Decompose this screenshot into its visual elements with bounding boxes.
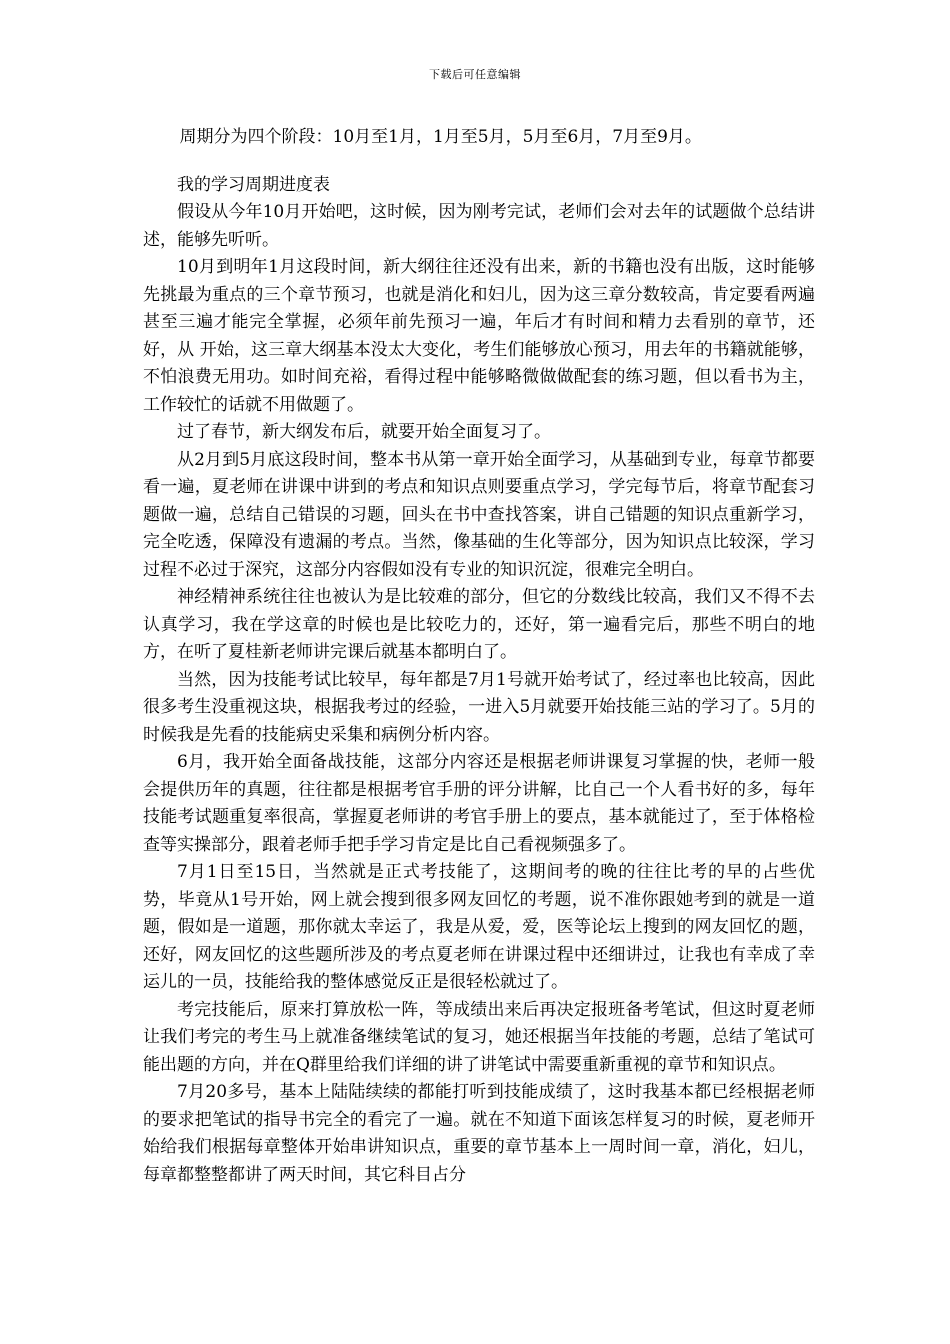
document-body [143, 124, 815, 1189]
paragraph-skills-exam: 当然，因为技能考试比较早，每年都是7月1号就开始考试了，经过率也比较高，因此很多考生没重视这块，根据我考过的经验，一进入5月就要开始技能三站的学习了。5月的时候我是先看的技能病史采集和病例分析内容。 [143, 669, 815, 745]
paragraph-october-start: 假设从今年10月开始吧，这时候，因为刚考完试，老师们会对去年的试题做个总结讲述，能够先听听。 [143, 202, 815, 250]
paragraph-july-exam: 7月1日至15日，当然就是正式考技能了，这期间考的晚的往往比考的早的占些优势，毕竟从1号开始，网上就会搜到很多网友回忆的考题，说不准你跟她考到的就是一道题，假如是一道题，那你就太幸运了，我是从爱，爱，医等论坛上搜到的网友回忆的题，还好，网友回忆的这些题所涉及的考点夏老师在讲课过程中还细讲过，让我也有幸成了幸运儿的一员，技能给我的整体感觉反正是很轻松就过了。 [143, 862, 815, 992]
paragraph-schedule-title: 我的学习周期进度表 [177, 174, 330, 195]
paragraph-neurology: 神经精神系统往往也被认为是比较难的部分，但它的分数线比较高，我们又不得不去认真学习，我在学这章的时候也是比较吃力的，还好，第一遍看完后，那些不明白的地方，在听了夏桂新老师讲完课后就基本都明白了。 [143, 587, 815, 662]
download-note: 下载后可任意编辑 [429, 68, 521, 81]
paragraph-february-may: 从2月到5月底这段时间，整本书从第一章开始全面学习，从基础到专业，每章节都要看一遍，夏老师在讲课中讲到的考点和知识点则要重点学习，学完每节后，将章节配套习题做一遍，总结自己错误的习题，回头在书中查找答案，讲自己错题的知识点重新学习，完全吃透，保障没有遗漏的考点。当然，像基础的生化等部分，因为知识点比较深，学习过程不必过于深究，这部分内容假如没有专业的知识沉淀，很难完全明白。 [143, 449, 815, 580]
paragraph-late-july: 7月20多号，基本上陆陆续续的都能打听到技能成绩了，这时我基本都已经根据老师的要求把笔试的指导书完全的看完了一遍。就在不知道下面该怎样复习的时候，夏老师开始给我们根据每章整体开始串讲知识点，重要的章节基本上一周时间一章，消化，妇儿，每章都整整都讲了两天时间，其它科目占分 [143, 1082, 815, 1185]
paragraph-after-spring-festival: 过了春节，新大纲发布后，就要开始全面复习了。 [177, 422, 551, 442]
paragraph-after-skills: 考完技能后，原来打算放松一阵，等成绩出来后再决定报班备考笔试，但这时夏老师让我们考完的考生马上就准备继续笔试的复习，她还根据当年技能的考题，总结了笔试可能出题的方向，并在Q群里给我们详细的讲了讲笔试中需要重新重视的章节和知识点。 [143, 999, 815, 1075]
paragraph-june: 6月，我开始全面备战技能，这部分内容还是根据老师讲课复习掌握的快，老师一般会提供历年的真题，往往都是根据考官手册的评分讲解，比自己一个人看书好的多，每年技能考试题重复率很高，掌握夏老师讲的考官手册上的要点，基本就能过了，至于体格检查等实操部分，跟着老师手把手学习肯定是比自己看视频强多了。 [143, 752, 815, 855]
paragraph-stages: 周期分为四个阶段：10月至1月，1月至5月，5月至6月，7月至9月。 [179, 127, 702, 147]
paragraph-october-january: 10月到明年1月这段时间，新大纲往往还没有出来，新的书籍也没有出版，这时能够先挑最为重点的三个章节预习，也就是消化和妇儿，因为这三章分数较高，肯定要看两遍甚至三遍才能完全掌握，必须年前先预习一遍，年后才有时间和精力去看别的章节，还好，从 开始，这三章大纲基本没太大变化，考生们能够放心预习，用去年的书籍就能够，不怕浪费无用功。如时间充裕，看得过程中能够略微做做配套的练习题，但以看书为主，工作较忙的话就不用做题了。 [143, 257, 815, 415]
